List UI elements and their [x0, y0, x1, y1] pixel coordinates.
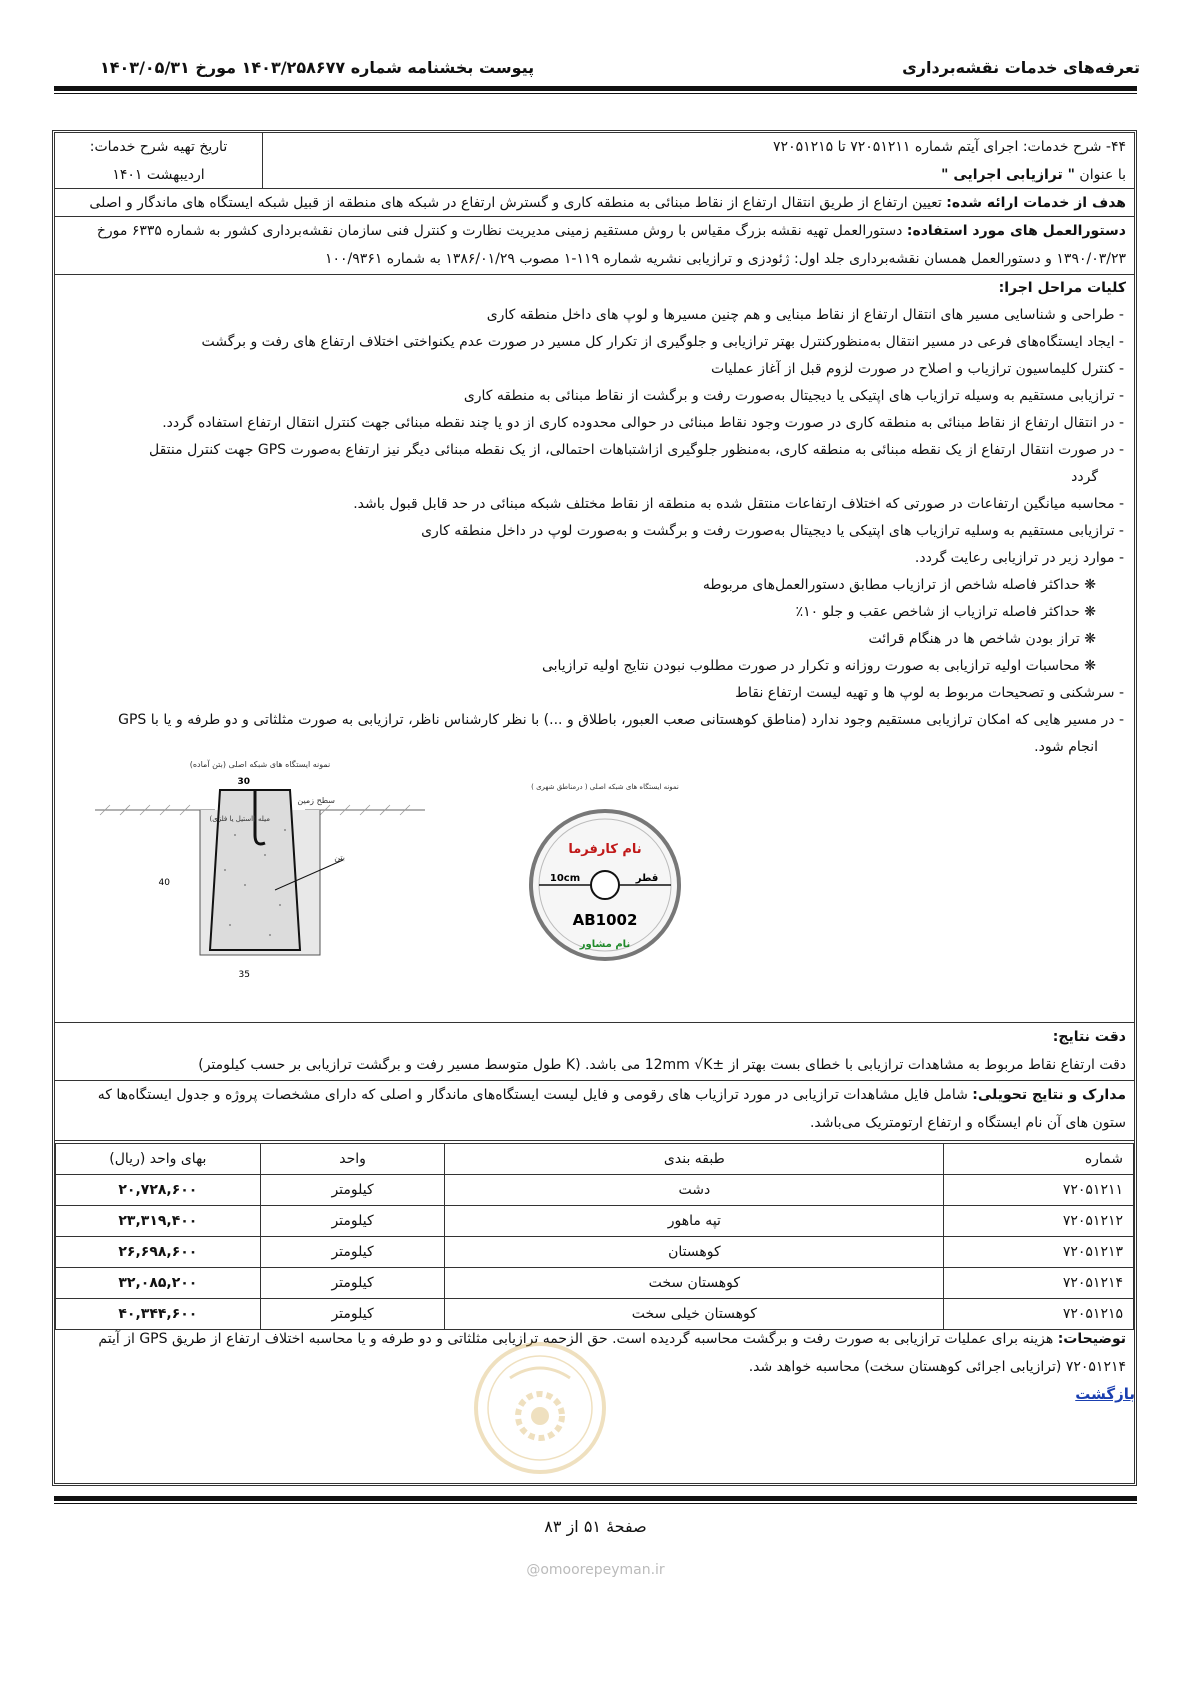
goal-label: هدف از خدمات ارائه شده:: [946, 195, 1126, 211]
price-table: [55, 1143, 1134, 1330]
footer-rule: [54, 1496, 1137, 1501]
step-item: - در مسیر هایی که امکان ترازیابی مستقیم وجود ندارد (مناطق کوهستانی صعب العبور، باطلاق و ...) با نظر کارشناس ناظر، ترازیابی به صورت مثلثاتی و دو طرفه و یا با GPS: [118, 712, 1124, 728]
item-price: ۲۳,۳۱۹,۴۰۰: [56, 1206, 261, 1237]
plate-caption: نمونه ایستگاه های شبکه اصلی ( درمناطق شهری ): [531, 783, 679, 791]
table-row: [56, 1237, 1134, 1268]
table-row: [56, 1175, 1134, 1206]
concrete-label: بتن: [334, 853, 345, 862]
employer-name: نام کارفرما: [568, 842, 642, 857]
item-class: کوهستان سخت: [445, 1268, 944, 1299]
urban-station-figure: [525, 775, 685, 975]
item-class: کوهستان خیلی سخت: [445, 1299, 944, 1330]
sub-item: ❋ حداکثر فاصله ترازیاب از شاخص عقب و جلو ۱۰٪: [795, 604, 1096, 620]
side-dim: 40: [158, 878, 170, 888]
service-row: [55, 133, 1134, 189]
column-header: طبقه بندی: [445, 1144, 944, 1175]
ground-label: سطح زمین: [297, 796, 335, 805]
steps-label: کلیات مراحل اجرا:: [998, 280, 1126, 296]
service-title-prefix: با عنوان: [1079, 167, 1126, 183]
step-item: - در صورت انتقال ارتفاع از یک نقطه مبنائی به منطقه کاری، به‌منظور جلوگیری ازاشتباهات احتمالی، از یک نقطه مبنائی دیگر نیز ارتفاع به‌صورت GPS جهت کنترل منتقل: [149, 442, 1124, 458]
instructions-text1: دستورالعمل تهیه نقشه بزرگ مقیاس با روش مستقیم زمینی مدیریت نظارت و کنترل فنی سازمان نقشه‌برداری کشور به شماره ۶۳۳۵ مورخ: [96, 223, 903, 239]
item-unit: کیلومتر: [260, 1237, 445, 1268]
goal-row: [55, 189, 1134, 217]
deliverables-line1: [63, 1081, 1126, 1109]
header-rule: [54, 86, 1137, 91]
item-unit: کیلومتر: [260, 1268, 445, 1299]
service-divider: [262, 133, 263, 188]
seal-logo-icon: [470, 1338, 610, 1478]
rod-label: میله (استیل یا فلزی): [209, 815, 270, 823]
consultant-name: نام مشاور: [579, 939, 631, 950]
station-code: AB1002: [572, 911, 638, 929]
diameter-value: 10cm: [549, 873, 581, 884]
column-header: شماره: [944, 1144, 1134, 1175]
item-price: ۲۰,۷۲۸,۶۰۰: [56, 1175, 261, 1206]
notes-line2: ۷۲۰۵۱۲۱۴ (ترازیابی اجرائی کوهستان سخت) محاسبه خواهد شد.: [748, 1359, 1126, 1375]
circular-reference: پیوست بخشنامه شماره ۱۴۰۳/۲۵۸۶۷۷ مورخ ۱۴۰۳/۰۵/۳۱: [100, 58, 535, 77]
step-item: - ترازیابی مستقیم به وسلیه ترازیاب های اپتیکی یا دیجیتال به‌صورت رفت و برگشت و به‌صورت لوپ در داخل منطقه کاری: [421, 523, 1124, 539]
step-item: - سرشکنی و تصحیحات مربوط به لوپ ها و تهیه لیست ارتفاع نقاط: [735, 685, 1124, 701]
steps-row: [55, 275, 1134, 1023]
instructions-line1: [63, 217, 1126, 245]
diameter-label: قطر: [635, 873, 659, 884]
deliverables-text1: شامل فایل مشاهدات ترازیابی در مورد ترازیاب های رقومی و فایل لیست ایستگاه‌های ماندگار و اصلی که دارای مشخصات پروژه و جدول ایستگاه‌ها که: [97, 1087, 968, 1103]
goal-text: تعیین ارتفاع از طریق انتقال ارتفاع از نقاط مبنائی به منطقه کاری و گسترش ارتفاع در شبکه های منطقه از قبیل شبکه ایستگاه های ماندگار و اصلی: [89, 195, 942, 211]
item-number: ۷۲۰۵۱۲۱۳: [944, 1237, 1134, 1268]
sub-item: ❋ تراز بودن شاخص ها در هنگام قرائت: [868, 631, 1096, 647]
service-desc-line: ۴۴- شرح خدمات: اجرای آیتم شماره ۷۲۰۵۱۲۱۱ تا ۷۲۰۵۱۲۱۵: [773, 139, 1126, 155]
site-watermark: @omoorepeyman.ir: [526, 1562, 665, 1578]
column-header: بهای واحد (ریال): [56, 1144, 261, 1175]
item-class: کوهستان: [445, 1237, 944, 1268]
table-header-row: [56, 1144, 1134, 1175]
page-number: صفحهٔ ۵۱ از ۸۳: [544, 1517, 647, 1536]
step-item: - ترازیابی مستقیم به وسیله ترازیاب های اپتیکی یا دیجیتال به‌صورت رفت و برگشت از نقاط مبنائی به منطقه کاری: [463, 388, 1124, 404]
step-item: - محاسبه میانگین ارتفاعات در صورتی که اختلاف ارتفاعات منتقل شده به منطقه از نقاط مختلف شبکه مبنائی در حد قابل قبول باشد.: [353, 496, 1124, 512]
instructions-row: [55, 217, 1134, 275]
deliverables-label: مدارک و نتایج تحویلی:: [972, 1087, 1126, 1103]
item-class: تپه ماهور: [445, 1206, 944, 1237]
service-title-value: " ترازیابی اجرایی ": [941, 167, 1075, 183]
step-item: - ایجاد ایستگاه‌های فرعی در مسیر انتقال به‌منظورکنترل بهتر ترازیابی و جلوگیری از تکرار کل مسیر در صورت عدم یکنواختی اختلاف ارتفاع های رفت و برگشت: [201, 334, 1124, 350]
step-item-cont: گردد: [1071, 469, 1098, 485]
deliverables-line2: ستون های آن نام ایستگاه و ارتفاع ارتومتریک می‌باشد.: [809, 1115, 1126, 1131]
item-number: ۷۲۰۵۱۲۱۴: [944, 1268, 1134, 1299]
page-header: [90, 50, 1140, 90]
back-link[interactable]: بازگشت: [1075, 1385, 1135, 1403]
service-description: [266, 133, 1126, 189]
item-unit: کیلومتر: [260, 1206, 445, 1237]
item-unit: کیلومتر: [260, 1175, 445, 1206]
document-title: تعرفه‌های خدمات نقشه‌برداری: [902, 58, 1140, 77]
step-item: - در انتقال ارتفاع از نقاط مبنائی به منطقه کاری در صورت وجود نقاط مبنائی در حوالی محدوده کاری از دو یا چند نقطه مبنائی جهت کنترل انتقال ارتفاع استفاده گردد.: [162, 415, 1124, 431]
item-number: ۷۲۰۵۱۲۱۲: [944, 1206, 1134, 1237]
item-price: ۲۶,۶۹۸,۶۰۰: [56, 1237, 261, 1268]
instructions-label: دستورالعمل های مورد استفاده:: [906, 223, 1126, 239]
bottom-dim: 35: [238, 970, 250, 980]
section-caption: نمونه ایستگاه های شبکه اصلی (بتن آماده): [189, 760, 331, 769]
service-date-value: اردیبهشت ۱۴۰۱: [112, 167, 205, 183]
item-price: ۳۲,۰۸۵,۲۰۰: [56, 1268, 261, 1299]
sub-item: ❋ حداکثر فاصله شاخص از ترازیاب مطابق دستورالعمل‌های مربوطه: [702, 577, 1096, 593]
notes-text1: هزینه برای عملیات ترازیابی به صورت رفت و برگشت محاسبه گردیده است. حق الزحمه ترازیابی مثلثاتی و دو طرفه و یا محاسبه اختلاف ارتفاع از طریق GPS از آیتم: [98, 1331, 1054, 1347]
item-price: ۴۰,۳۴۴,۶۰۰: [56, 1299, 261, 1330]
item-unit: کیلومتر: [260, 1299, 445, 1330]
accuracy-text: دقت ارتفاع نقاط مربوط به مشاهدات ترازیابی با خطای بست بهتر از ±12mm √K می باشد. (K طول متوسط مسیر رفت و برگشت ترازیابی بر حسب کیلومتر): [198, 1057, 1126, 1073]
item-number: ۷۲۰۵۱۲۱۵: [944, 1299, 1134, 1330]
item-number: ۷۲۰۵۱۲۱۱: [944, 1175, 1134, 1206]
accuracy-row: [55, 1023, 1134, 1081]
sub-item: ❋ محاسبات اولیه ترازیابی به صورت روزانه و تکرار در صورت مطلوب نبودن نتایج اولیه ترازیابی: [541, 658, 1096, 674]
step-item-cont: انجام شود.: [1034, 739, 1098, 755]
header-rule-thin: [54, 93, 1137, 94]
top-dim: 30: [237, 777, 250, 787]
footer-rule-thin: [54, 1503, 1137, 1504]
service-date-label: تاریخ تهیه شرح خدمات:: [89, 139, 228, 155]
table-row: [56, 1268, 1134, 1299]
step-item: - کنترل کلیماسیون ترازیاب و اصلاح در صورت لزوم قبل از آغاز عملیات: [711, 361, 1124, 377]
goal-line: [63, 189, 1126, 217]
step-item: - طراحی و شناسایی مسیر های انتقال ارتفاع از نقاط مبنایی و هم چنین مسیرها و لوپ های داخل منطقه کاری: [486, 307, 1124, 323]
table-row: [56, 1206, 1134, 1237]
service-title-line: [266, 161, 1126, 189]
item-class: دشت: [445, 1175, 944, 1206]
service-sheet: [52, 130, 1137, 1486]
column-header: واحد: [260, 1144, 445, 1175]
notes-label: توضیحات:: [1057, 1331, 1126, 1347]
deliverables-row: [55, 1081, 1134, 1141]
accuracy-label: دقت نتایج:: [1052, 1029, 1126, 1045]
instructions-line2: ۱۳۹۰/۰۳/۲۳ و دستورالعمل همسان نقشه‌برداری جلد اول: ژئودزی و ترازیابی نشریه شماره ۱۱۹-۱ مصوب ۱۳۸۶/۰۱/۲۹ به شماره ۱۰۰/۹۳۶۱: [325, 251, 1126, 267]
station-section-figure: [95, 755, 425, 985]
step-item: - موارد زیر در ترازیابی رعایت گردد.: [914, 550, 1124, 566]
service-date-cell: [55, 133, 262, 189]
